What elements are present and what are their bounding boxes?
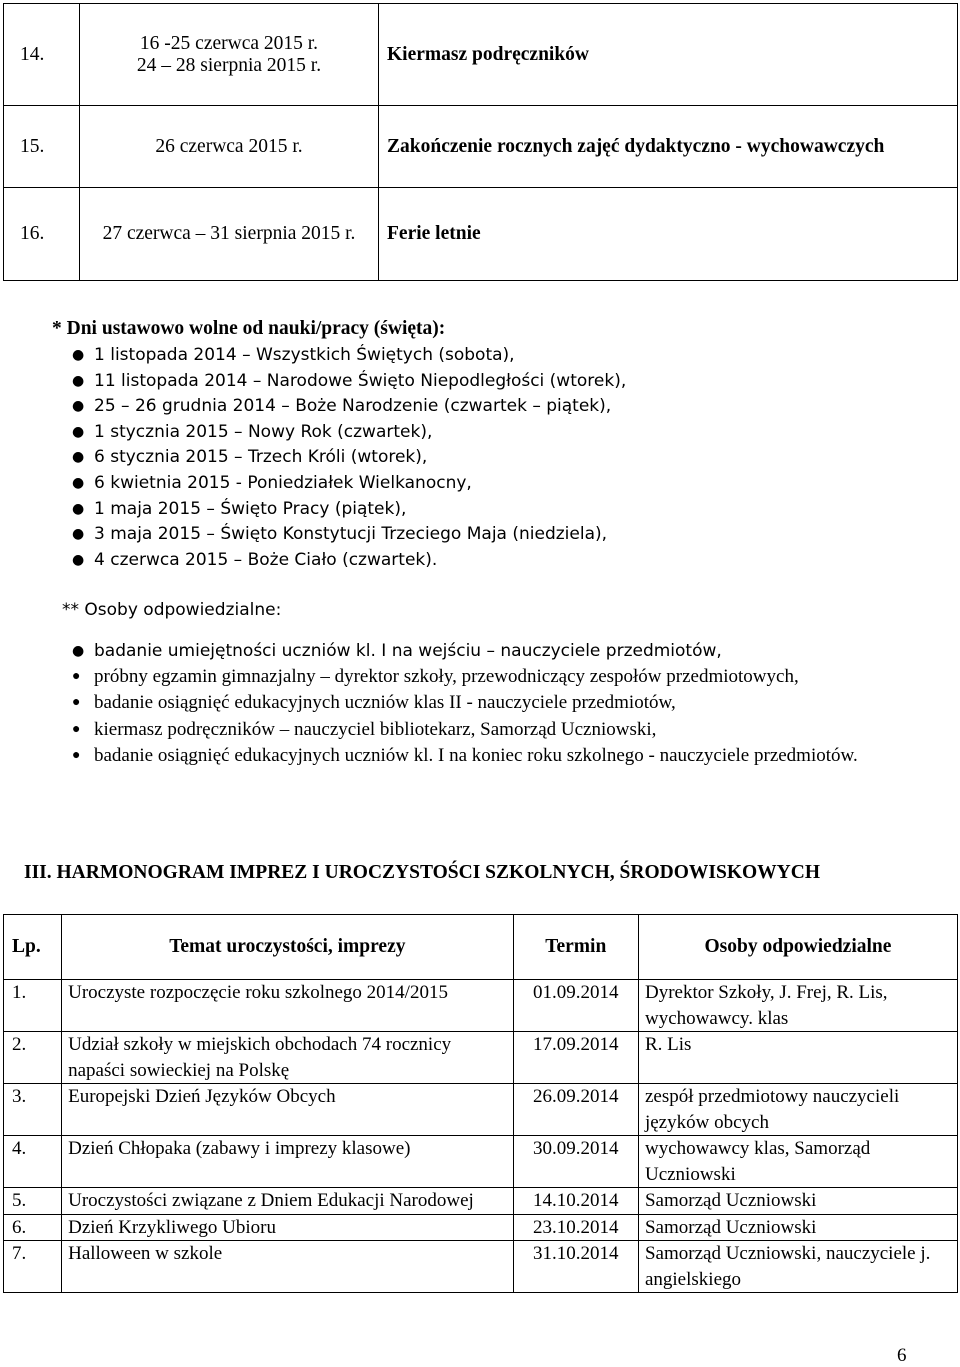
section-title: III. HARMONOGRAM IMPREZ I UROCZYSTOŚCI SZKOLNYCH, ŚRODOWISKOWYCH	[24, 862, 820, 883]
list-item: ● 1 stycznia 2015 – Nowy Rok (czwartek),	[72, 420, 626, 446]
date-line: 24 – 28 sierpnia 2015 r.	[136, 54, 322, 76]
bullet-icon: ●	[72, 449, 85, 466]
schedule-row	[4, 4, 958, 106]
bullet-icon: ●	[72, 474, 85, 491]
cell-responsible: Samorząd Uczniowski	[638, 1214, 957, 1241]
row-event: Zakończenie rocznych zajęć dydaktyczno - wychowawczych	[379, 106, 958, 188]
cell-topic: Dzień Krzykliwego Ubioru	[62, 1214, 514, 1241]
cell-responsible: Dyrektor Szkoły, J. Frej, R. Lis, wychowawcy. klas	[638, 980, 957, 1032]
table-row	[4, 1188, 958, 1215]
bullet-icon: ●	[72, 347, 85, 363]
cell-date: 26.09.2014	[513, 1084, 638, 1136]
list-item: ● 1 maja 2015 – Święto Pracy (piątek),	[72, 497, 626, 523]
cell-date: 31.10.2014	[513, 1241, 638, 1293]
bullet-icon: ●	[72, 526, 85, 543]
column-header-topic: Temat uroczystości, imprezy	[62, 915, 514, 980]
cell-date: 01.09.2014	[513, 980, 638, 1032]
list-item: ● 4 czerwca 2015 – Boże Ciało (czwartek).	[72, 548, 626, 574]
list-item: ● 11 listopada 2014 – Narodowe Święto Niepodległości (wtorek),	[72, 369, 626, 395]
date-line: 27 czerwca – 31 sierpnia 2015 r.	[102, 223, 356, 244]
list-item: ● kiermasz podręczników – nauczyciel bibliotekarz, Samorząd Uczniowski,	[72, 717, 892, 743]
schedule-row	[4, 188, 958, 281]
table-row	[4, 1032, 958, 1084]
cell-date: 30.09.2014	[513, 1136, 638, 1188]
cell-lp: 5.	[4, 1188, 62, 1215]
row-number: 14.	[4, 4, 80, 106]
cell-responsible: R. Lis	[638, 1032, 957, 1084]
cell-topic: Halloween w szkole	[62, 1241, 514, 1293]
responsible-heading: ** Osoby odpowiedzialne:	[62, 600, 282, 620]
bullet-icon: ●	[72, 721, 81, 737]
date-line: 26 czerwca 2015 r.	[155, 135, 303, 157]
bullet-icon: ●	[72, 500, 85, 517]
list-item: ● 3 maja 2015 – Święto Konstytucji Trzeciego Maja (niedziela),	[72, 522, 626, 548]
bullet-icon: ●	[72, 551, 85, 568]
holidays-heading: * Dni ustawowo wolne od nauki/pracy (święta):	[52, 318, 446, 339]
schedule-row	[4, 106, 958, 188]
cell-lp: 4.	[4, 1136, 62, 1188]
list-item: ● próbny egzamin gimnazjalny – dyrektor szkoły, przewodniczący zespołów przedmiotowych,	[72, 664, 892, 690]
row-date	[80, 106, 379, 188]
table-row	[4, 1214, 958, 1241]
bullet-icon: ●	[72, 669, 81, 685]
bullet-icon: ●	[72, 643, 85, 659]
row-number: 16.	[4, 188, 80, 281]
row-event: Ferie letnie	[379, 188, 958, 281]
row-date	[80, 4, 379, 106]
cell-lp: 6.	[4, 1214, 62, 1241]
cell-responsible: Samorząd Uczniowski, nauczyciele j. angielskiego	[638, 1241, 957, 1293]
bullet-icon: ●	[72, 423, 85, 440]
row-date	[80, 188, 379, 281]
list-item: ● 6 kwietnia 2015 - Poniedziałek Wielkanocny,	[72, 471, 626, 497]
cell-topic: Uroczyste rozpoczęcie roku szkolnego 2014/2015	[62, 980, 514, 1032]
table-row	[4, 1136, 958, 1188]
column-header-responsible: Osoby odpowiedzialne	[638, 915, 957, 980]
cell-topic: Udział szkoły w miejskich obchodach 74 rocznicy napaści sowieckiej na Polskę	[62, 1032, 514, 1084]
cell-lp: 7.	[4, 1241, 62, 1293]
list-item: ● 25 – 26 grudnia 2014 – Boże Narodzenie (czwartek – piątek),	[72, 394, 626, 420]
cell-lp: 3.	[4, 1084, 62, 1136]
table-row	[4, 980, 958, 1032]
holidays-list	[72, 343, 626, 573]
events-table	[3, 914, 958, 1293]
cell-responsible: Samorząd Uczniowski	[638, 1188, 957, 1215]
column-header-date: Termin	[513, 915, 638, 980]
row-number: 15.	[4, 106, 80, 188]
bullet-icon: ●	[72, 747, 81, 763]
schedule-table-continued	[3, 3, 958, 281]
list-item: ● 6 stycznia 2015 – Trzech Króli (wtorek),	[72, 445, 626, 471]
cell-topic: Dzień Chłopaka (zabawy i imprezy klasowe)	[62, 1136, 514, 1188]
cell-date: 23.10.2014	[513, 1214, 638, 1241]
page-number: 6	[897, 1345, 907, 1366]
cell-responsible: wychowawcy klas, Samorząd Uczniowski	[638, 1136, 957, 1188]
cell-lp: 1.	[4, 980, 62, 1032]
cell-date: 14.10.2014	[513, 1188, 638, 1215]
list-item: ● 1 listopada 2014 – Wszystkich Świętych (sobota),	[72, 343, 626, 369]
cell-topic: Uroczystości związane z Dniem Edukacji Narodowej	[62, 1188, 514, 1215]
column-header-lp: Lp.	[4, 915, 62, 980]
cell-responsible: zespół przedmiotowy nauczycieli języków obcych	[638, 1084, 957, 1136]
cell-lp: 2.	[4, 1032, 62, 1084]
bullet-icon: ●	[72, 695, 81, 711]
row-event: Kiermasz podręczników	[379, 4, 958, 106]
date-line: 16 -25 czerwca 2015 r.	[139, 32, 319, 54]
cell-date: 17.09.2014	[513, 1032, 638, 1084]
table-header-row	[4, 915, 958, 980]
bullet-icon: ●	[72, 372, 85, 389]
list-item: ● badanie umiejętności uczniów kl. I na wejściu – nauczyciele przedmiotów,	[72, 638, 892, 664]
bullet-icon: ●	[72, 398, 85, 415]
responsible-list	[72, 638, 892, 769]
table-row	[4, 1084, 958, 1136]
list-item: ● badanie osiągnięć edukacyjnych uczniów kl. I na koniec roku szkolnego - nauczyciele przedmiotów.	[72, 743, 892, 769]
list-item: ● badanie osiągnięć edukacyjnych uczniów klas II - nauczyciele przedmiotów,	[72, 690, 892, 716]
table-row	[4, 1241, 958, 1293]
cell-topic: Europejski Dzień Języków Obcych	[62, 1084, 514, 1136]
